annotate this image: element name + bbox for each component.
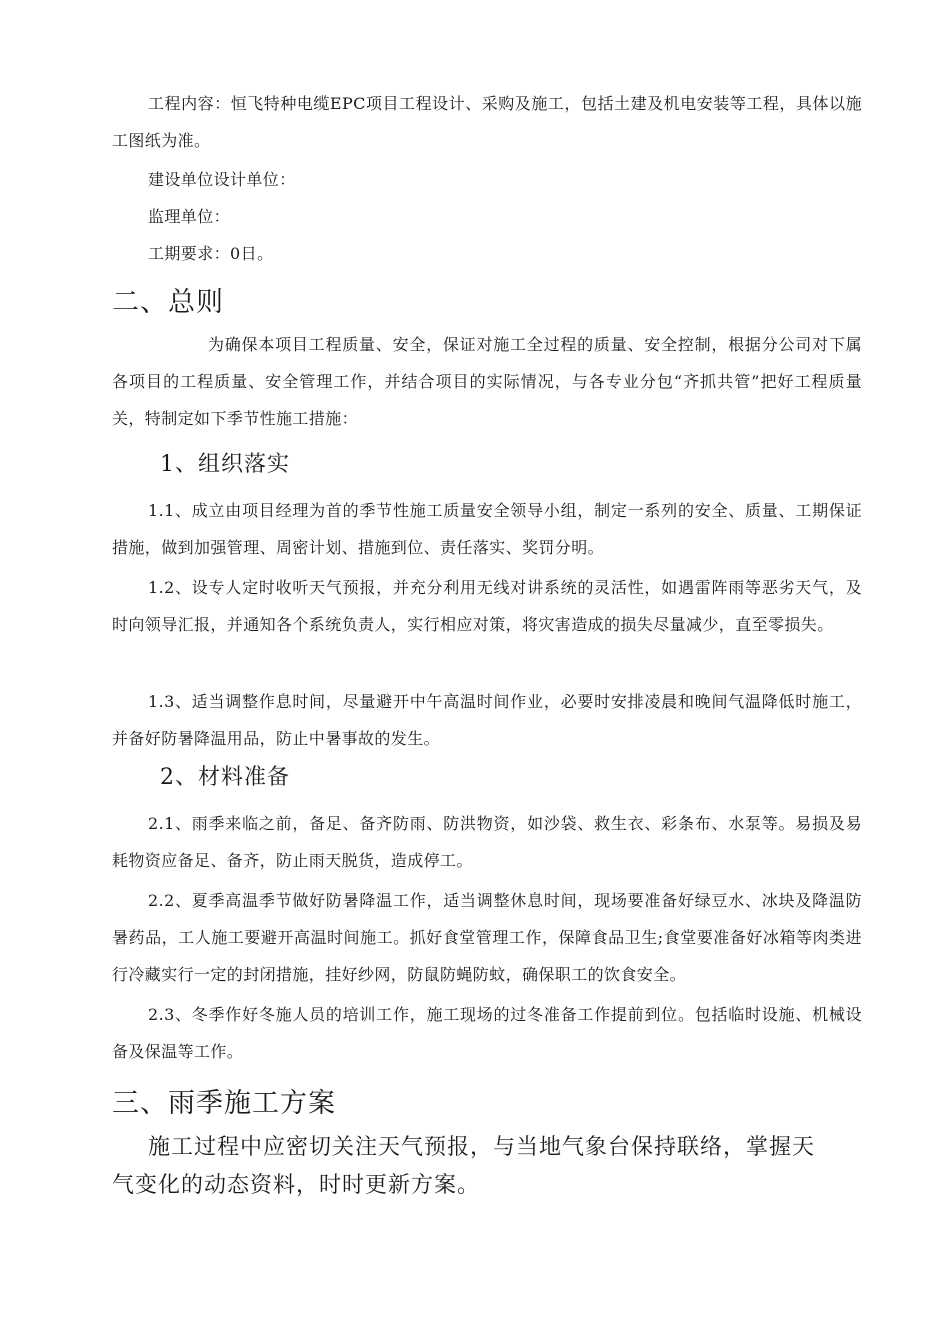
supervisor-line: 监理单位： [148,207,231,226]
materials-item-3: 2.3、冬季作好冬施人员的培训工作，施工现场的过冬准备工作提前到位。包括临时设施、机械设备及保温等工作。 [112,1005,862,1061]
section-heading-general: 二、总则 [112,287,224,318]
organization-item-1: 1.1、成立由项目经理为首的季节性施工质量安全领导小组，制定一系列的安全、质量、工期保证措施，做到加强管理、周密计划、措施到位、责任落实、奖罚分明。 [112,501,862,557]
duration-line: 工期要求：0日。 [148,244,274,263]
project-content-paragraph: 工程内容：恒飞特种电缆EPC项目工程设计、采购及施工，包括土建及机电安装等工程，具体以施工图纸为准。 [112,94,862,150]
organization-item-3: 1.3、适当调整作息时间，尽量避开中午高温时间作业，必要时安排凌晨和晚间气温降低时施工，并备好防暑降温用品，防止中暑事故的发生。 [112,692,862,748]
rainy-season-intro-paragraph: 施工过程中应密切关注天气预报，与当地气象台保持联络，掌握天气变化的动态资料，时时更新方案。 [112,1135,816,1198]
subheading-organization: 1、组织落实 [160,452,290,477]
general-intro-paragraph: 为确保本项目工程质量、安全，保证对施工全过程的质量、安全控制，根据分公司对下属各项目的工程质量、安全管理工作，并结合项目的实际情况，与各专业分包“齐抓共管”把好工程质量关，特制定如下季节性施工措施： [112,335,862,428]
materials-item-1: 2.1、雨季来临之前，备足、备齐防雨、防洪物资，如沙袋、救生衣、彩条布、水泵等。易损及易耗物资应备足、备齐，防止雨天脱货，造成停工。 [112,814,862,870]
subheading-materials: 2、材料准备 [160,765,290,790]
owner-designer-line: 建设单位设计单位： [148,170,296,189]
materials-item-2: 2.2、夏季高温季节做好防暑降温工作，适当调整休息时间，现场要准备好绿豆水、冰块及降温防暑药品，工人施工要避开高温时间施工。抓好食堂管理工作，保障食品卫生;食堂要准备好冰箱等肉类进行冷藏实行一定的封闭措施，挂好纱网，防鼠防蝇防蚊，确保职工的饮食安全。 [112,891,862,984]
organization-item-2: 1.2、设专人定时收听天气预报，并充分利用无线对讲系统的灵活性，如遇雷阵雨等恶劣天气，及时向领导汇报，并通知各个系统负责人，实行相应对策，将灾害造成的损失尽量减少，直至零损失。 [112,578,862,634]
section-heading-rainy-season: 三、雨季施工方案 [112,1088,336,1119]
